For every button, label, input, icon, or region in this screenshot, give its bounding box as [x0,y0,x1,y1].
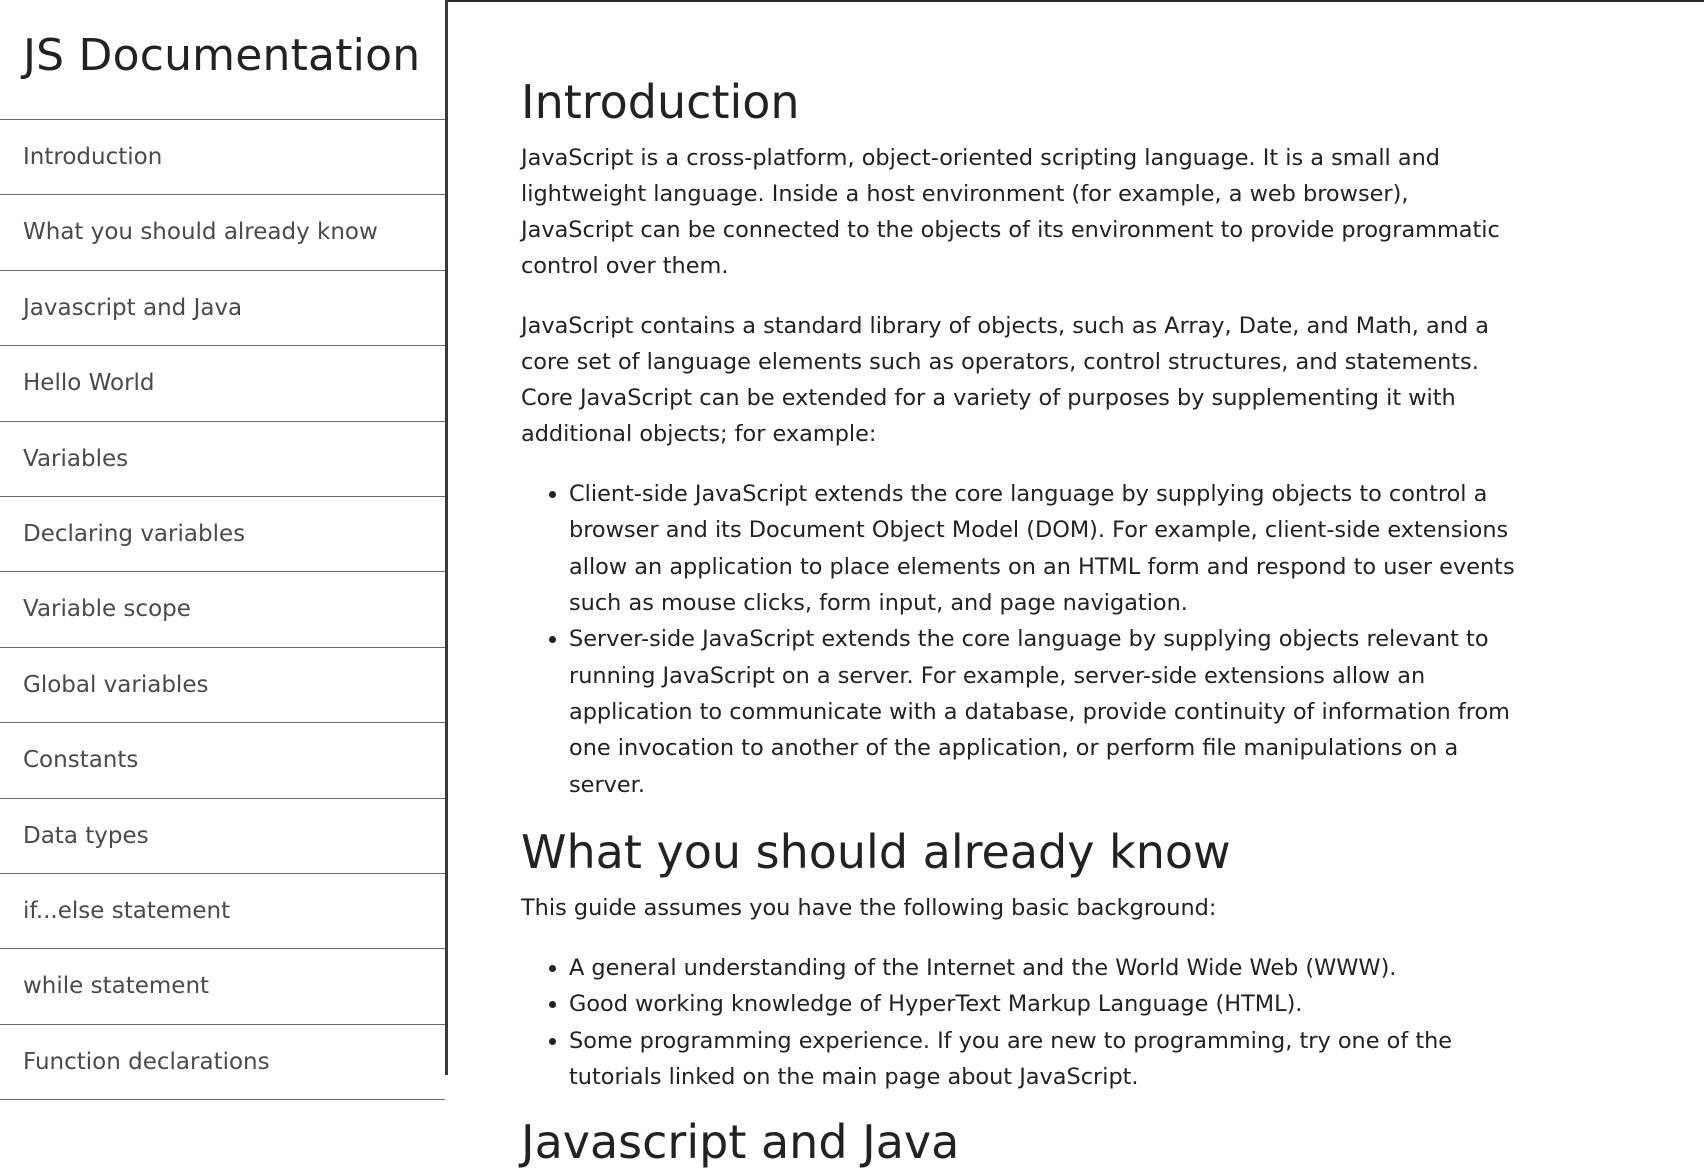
nav-item [0,723,445,798]
nav-item [0,346,445,421]
nav-link-javascript-and-java[interactable]: Javascript and Java [0,271,445,346]
paragraph: This guide assumes you have the following basic background: [521,895,1217,922]
section-javascript-and-java [521,1115,1516,1170]
nav-link-variables[interactable]: Variables [0,422,445,497]
section-heading: Introduction [521,75,800,129]
list-item: A general understanding of the Internet and the World Wide Web (WWW). [569,950,1516,986]
list-item: Client-side JavaScript extends the core language by supplying objects to control a browser and its Document Object Model (DOM). For example, client-side extensions allow an application to place elements on an HTML form and respond to user events such as mouse clicks, form input, and page navigation. [569,476,1516,621]
nav-item [0,497,445,572]
nav-item [0,1025,445,1100]
nav-link-constants[interactable]: Constants [0,723,445,798]
nav-link-global-variables[interactable]: Global variables [0,648,445,723]
section-what-you-should-already-know [521,825,1516,1095]
nav-item [0,648,445,723]
nav-item [0,422,445,497]
nav-link-introduction[interactable]: Introduction [0,120,445,195]
nav-item [0,120,445,195]
section-heading: What you should already know [521,824,1231,879]
paragraph: JavaScript is a cross-platform, object-oriented scripting language. It is a small and lightweight language. Inside a host environment (for example, a web browser), JavaScript can be connected to the objects of its environment to provide programmatic control over them. [521,145,1500,280]
nav-item [0,874,445,949]
list-item: Server-side JavaScript extends the core language by supplying objects relevant to running JavaScript on a server. For example, server-side extensions allow an application to communicate with a database, provide continuity of information from one invocation to another of the application, or perform file manipulations on a server. [569,621,1516,802]
nav-item [0,799,445,874]
nav-link-variable-scope[interactable]: Variable scope [0,572,445,647]
nav-title: JS Documentation [0,0,445,120]
nav-link-declaring-variables[interactable]: Declaring variables [0,497,445,572]
section-heading: Javascript and Java [521,1115,960,1170]
nav-link-if-else-statement[interactable]: if...else statement [0,874,445,949]
nav-item [0,195,445,270]
nav-item [0,572,445,647]
bullet-list [521,950,1516,1095]
list-item: Some programming experience. If you are new to programming, try one of the tutorials linked on the main page about JavaScript. [569,1023,1516,1096]
nav-link-data-types[interactable]: Data types [0,799,445,874]
nav-link-what-you-should-already-know[interactable]: What you should already know [0,195,445,270]
nav-item [0,949,445,1024]
section-introduction [521,75,1516,803]
paragraph: JavaScript contains a standard library of objects, such as Array, Date, and Math, and a core set of language elements such as operators, control structures, and statements. Core JavaScript can be extended for a variety of purposes by supplementing it with additional objects; for example: [521,313,1489,448]
nav-list [0,120,445,1100]
navbar [0,0,448,1075]
list-item: Good working knowledge of HyperText Markup Language (HTML). [569,986,1516,1022]
nav-item [0,271,445,346]
nav-link-hello-world[interactable]: Hello World [0,346,445,421]
nav-link-function-declarations[interactable]: Function declarations [0,1025,445,1100]
bullet-list [521,476,1516,803]
main-doc [521,0,1516,1170]
nav-link-while-statement[interactable]: while statement [0,949,445,1024]
